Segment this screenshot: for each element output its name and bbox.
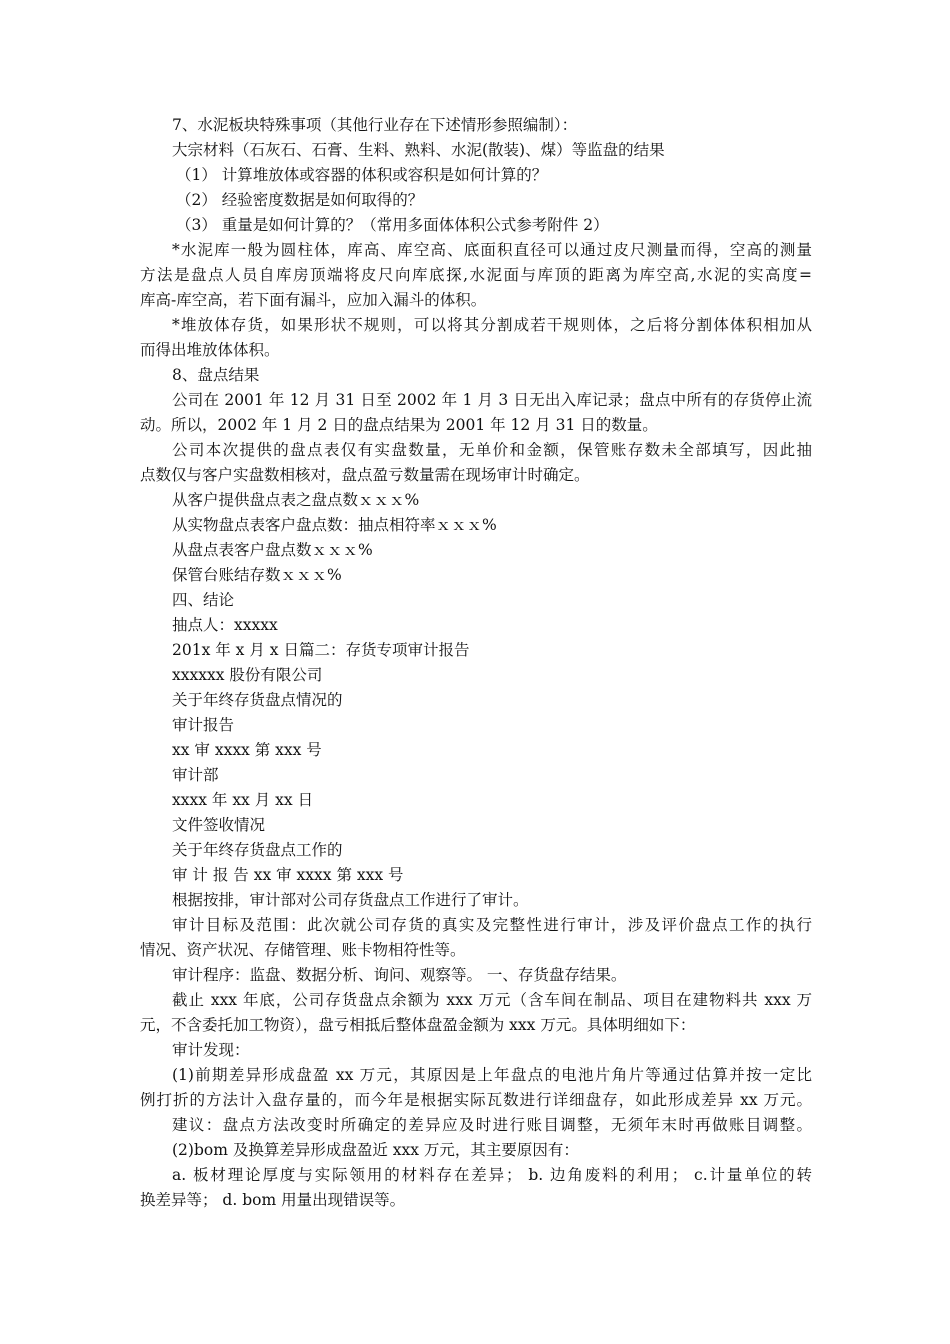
paragraph-line: 从盘点表客户盘点数ｘｘｘ% [172,541,373,559]
paragraph-line: 情况、资产状况、存储管理、账卡物相符性等。 [140,941,466,959]
paragraph-line: (1)前期差异形成盘盈 xx 万元，其原因是上年盘点的电池片角片等通过估算并按一定比 [172,1066,812,1084]
paragraph-line: *堆放体存货，如果形状不规则，可以将其分割成若干规则体，之后将分割体体积相加从 [172,316,812,334]
list-item: （3） 重量是如何计算的？（常用多面体体积公式参考附件 2） [176,216,609,234]
report-title: 审计报告 [172,716,235,734]
paragraph-line: 关于年终存货盘点情况的 [172,691,343,709]
section-heading-conclusion: 四、结论 [172,591,235,609]
paragraph-line: 201x 年 x 月 x 日篇二：存货专项审计报告 [172,641,470,659]
paragraph-line: *水泥库一般为圆柱体，库高、库空高、底面积直径可以通过皮尺测量而得，空高的测量 [172,241,812,259]
paragraph-line: 点数仅与客户实盘数相核对，盘点盈亏数量需在现场审计时确定。 [140,466,590,484]
paragraph-line: xx 审 xxxx 第 xxx 号 [172,741,322,759]
paragraph-line: 库高-库空高，若下面有漏斗，应加入漏斗的体积。 [140,291,487,309]
paragraph-line: 大宗材料（石灰石、石膏、生料、熟料、水泥(散装)、煤）等监盘的结果 [172,141,665,159]
list-item: （1） 计算堆放体或容器的体积或容积是如何计算的？ [176,166,548,184]
paragraph-line: 审计发现： [172,1041,250,1059]
paragraph-line: 元，不含委托加工物资），盘亏相抵后整体盘盈金额为 xxx 万元。具体明细如下： [140,1016,696,1034]
paragraph-line: 从实物盘点表客户盘点数：抽点相符率ｘｘｘ% [172,516,497,534]
paragraph-line: 审计部 [172,766,219,784]
list-item: （2） 经验密度数据是如何取得的？ [176,191,424,209]
paragraph-line: 建议：盘点方法改变时所确定的差异应及时进行账目调整，无须年末时再做账目调整。 [172,1116,812,1134]
paragraph-line: xxxxxx 股份有限公司 [172,666,323,684]
paragraph-line: 方法是盘点人员自库房顶端将皮尺向库底探,水泥面与库顶的距离为库空高,水泥的实高度= [140,266,812,284]
paragraph-line: 截止 xxx 年底，公司存货盘点余额为 xxx 万元（含车间在制品、项目在建物料共 xxx 万 [172,991,812,1009]
paragraph-line: a. 板材理论厚度与实际领用的材料存在差异； b. 边角废料的利用； c.计量单位的转 [172,1166,812,1184]
paragraph-line: 抽点人：xxxxx [172,616,278,634]
paragraph-line: 审计目标及范围：此次就公司存货的真实及完整性进行审计，涉及评价盘点工作的执行 [172,916,812,934]
paragraph-line: 例打折的方法计入盘存量的，而今年是根据实际瓦数进行详细盘存，如此形成差异 xx 万元。 [140,1091,812,1109]
paragraph-line: 而得出堆放体体积。 [140,341,280,359]
paragraph-line: 文件签收情况 [172,816,266,834]
paragraph-line: 关于年终存货盘点工作的 [172,841,343,859]
section-heading-cement: 7、水泥板块特殊事项（其他行业存在下述情形参照编制）： [172,116,578,134]
section-heading-results: 8、盘点结果 [172,366,260,384]
paragraph-line: xxxx 年 xx 月 xx 日 [172,791,314,809]
document-body [140,113,812,1213]
paragraph-line: 公司本次提供的盘点表仅有实盘数量，无单价和金额，保管账存数未全部填写，因此抽 [172,441,812,459]
paragraph-line: 审 计 报 告 xx 审 xxxx 第 xxx 号 [172,866,404,884]
paragraph-line: 根据按排，审计部对公司存货盘点工作进行了审计。 [172,891,529,909]
paragraph-line: 公司在 2001 年 12 月 31 日至 2002 年 1 月 3 日无出入库记录；盘点中所有的存货停止流 [172,391,812,409]
paragraph-line: 动。所以，2002 年 1 月 2 日的盘点结果为 2001 年 12 月 31 日的数量。 [140,416,658,434]
paragraph-line: 从客户提供盘点表之盘点数ｘｘｘ% [172,491,420,509]
paragraph-line: 审计程序：监盘、数据分析、询问、观察等。 一、存货盘存结果。 [172,966,627,984]
paragraph-line: 换差异等； d. bom 用量出现错误等。 [140,1191,406,1209]
paragraph-line: 保管台账结存数ｘｘｘ% [172,566,342,584]
paragraph-line: (2)bom 及换算差异形成盘盈近 xxx 万元，其主要原因有： [172,1141,579,1159]
